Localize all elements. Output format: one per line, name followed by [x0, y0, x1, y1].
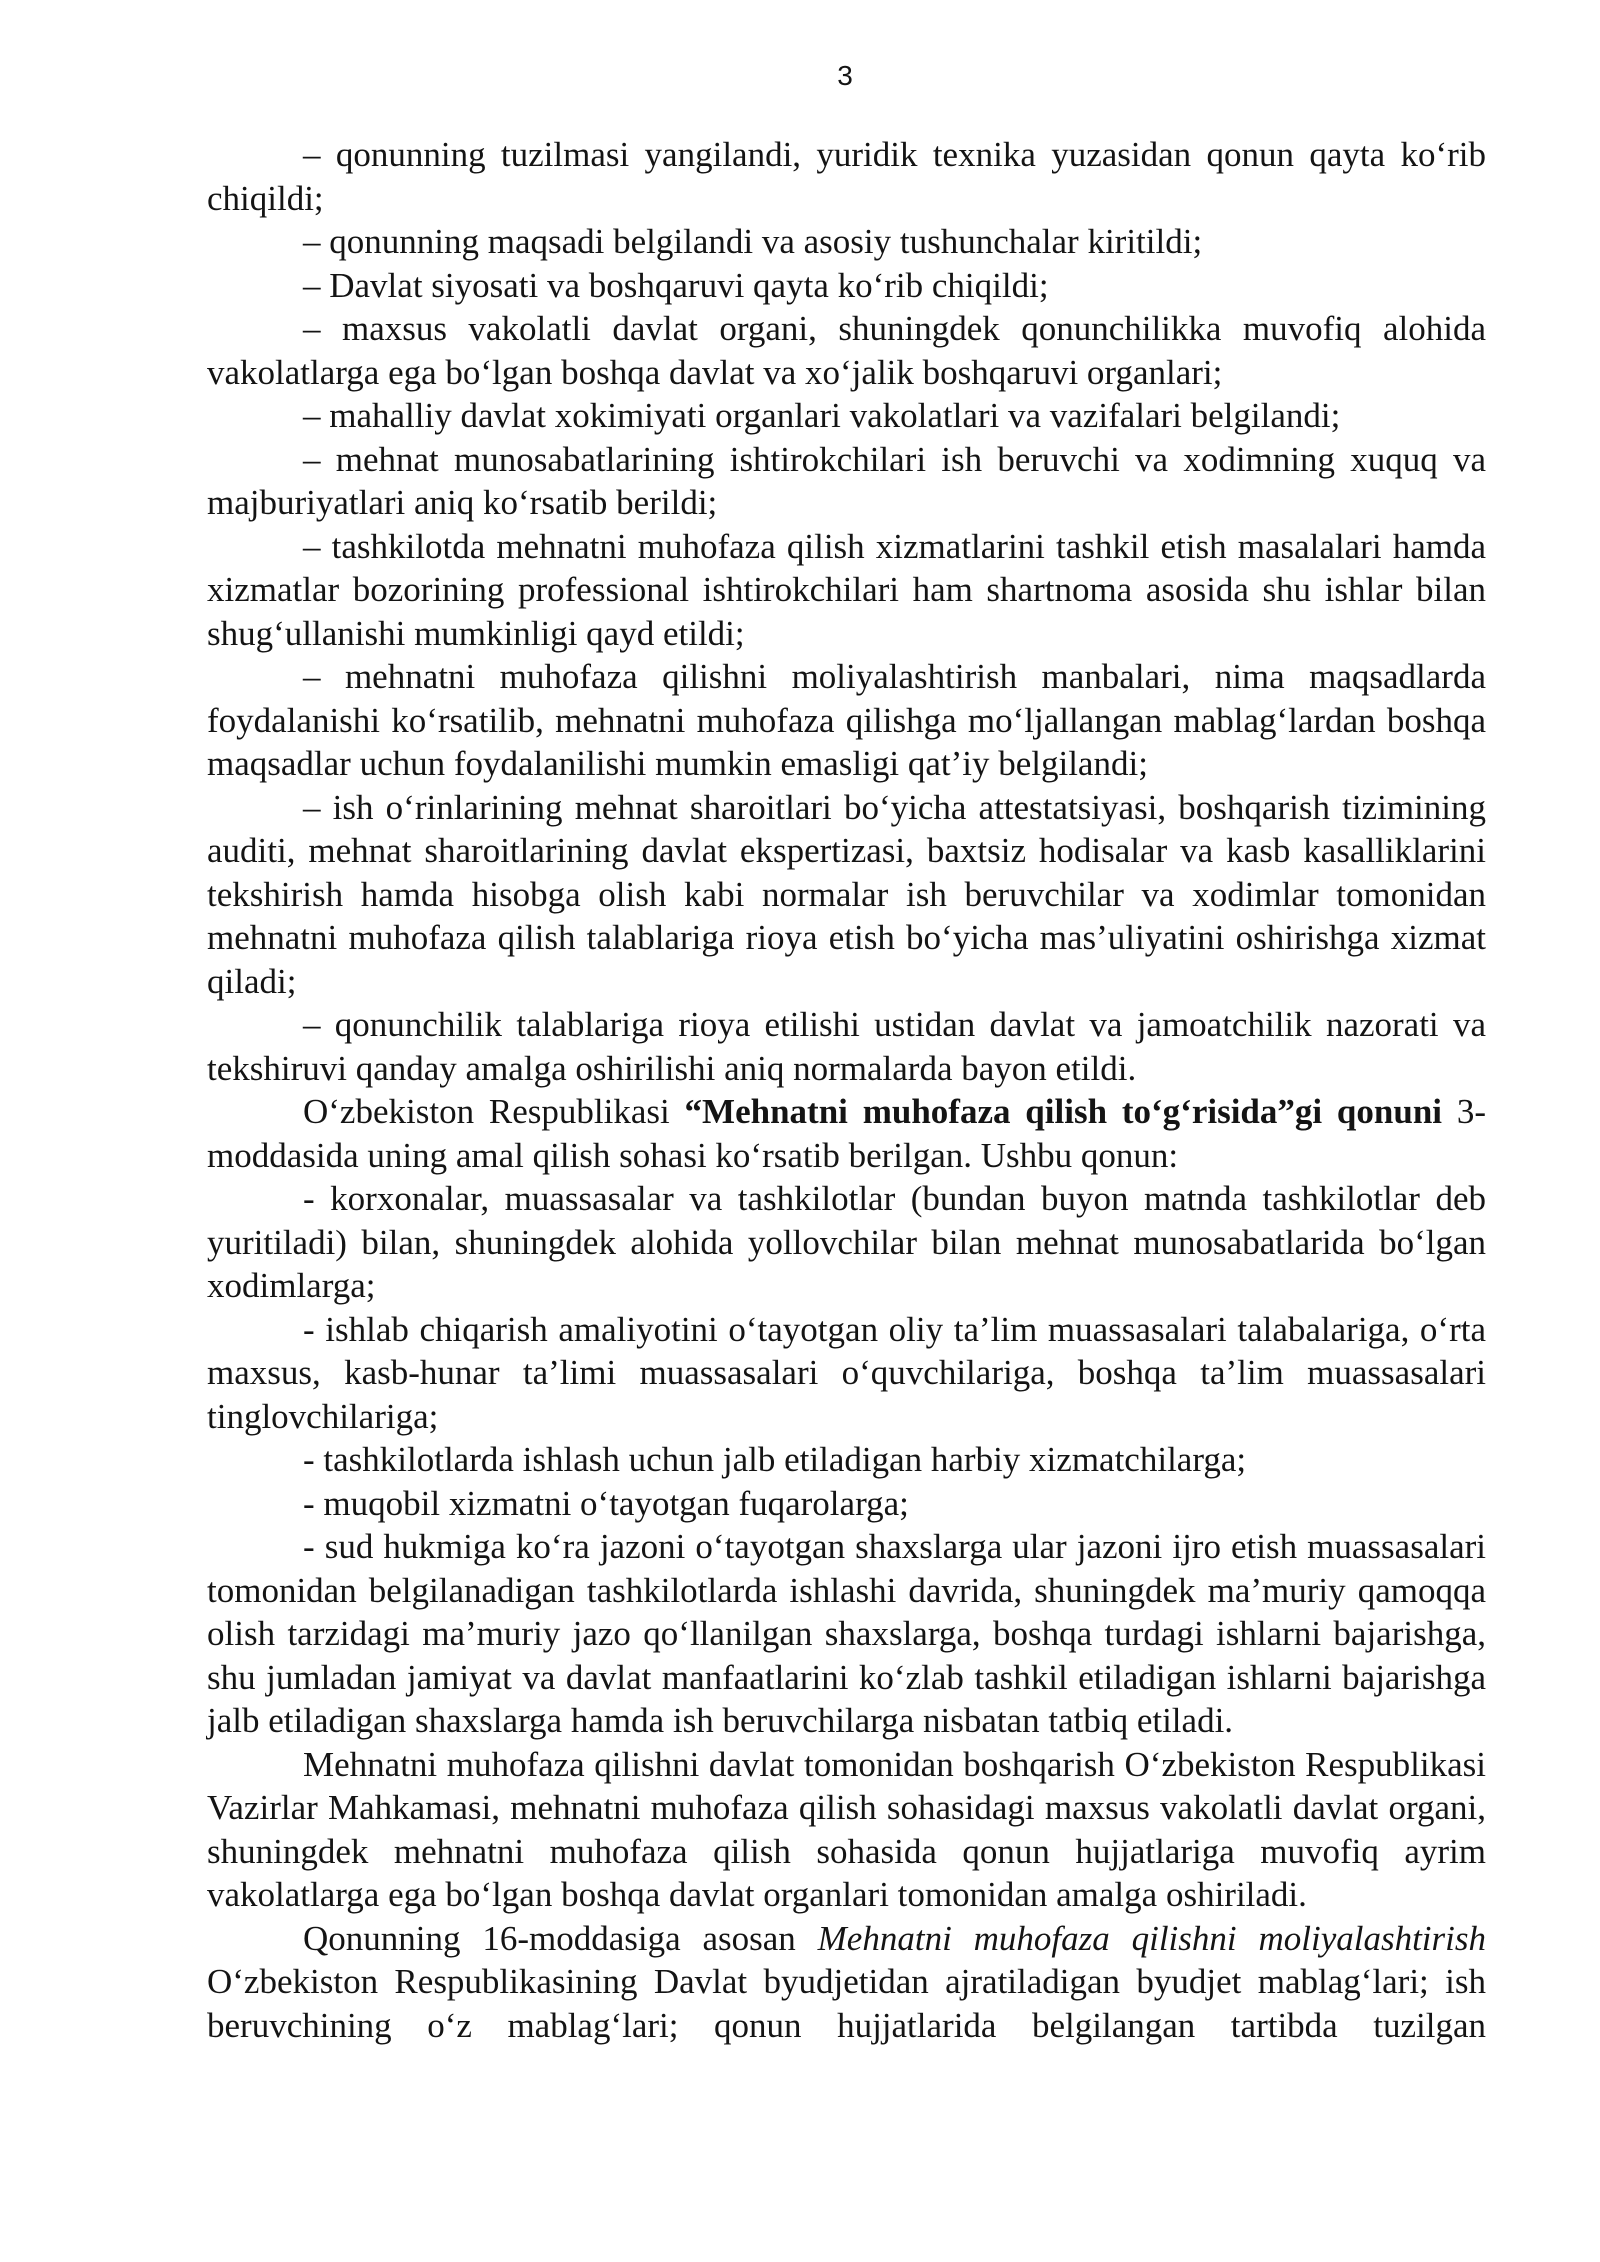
amendment-item: – qonunning tuzilmasi yangilandi, yuridik texnika yuzasidan qonun qayta ko‘rib chiqildi;: [207, 135, 1486, 218]
page-number: 3: [837, 60, 853, 91]
document-body: [207, 133, 1486, 2047]
amendment-item: – qonunchilik talablariga rioya etilishi ustidan davlat va jamoatchilik nazorati va tekshiruvi qanday amalga oshirilishi aniq normalarda bayon etildi.: [207, 1005, 1486, 1088]
scope-item: - tashkilotlarda ishlash uchun jalb etiladigan harbiy xizmatchilarga;: [303, 1440, 1247, 1479]
law-intro-text: O‘zbekiston Respublikasi: [303, 1092, 685, 1131]
amendment-item: – qonunning maqsadi belgilandi va asosiy tushunchalar kiritildi;: [303, 222, 1203, 261]
funding-term: Mehnatni muhofaza qilishni moliyalashtirish: [817, 1918, 1486, 1958]
amendment-item: – mehnat munosabatlarining ishtirokchilari ish beruvchi va xodimning xuquq va majburiyatlari aniq ko‘rsatib berildi;: [207, 439, 1486, 522]
amendment-item: – Davlat siyosati va boshqaruvi qayta ko‘rib chiqildi;: [303, 265, 1049, 305]
law-title: “Mehnatni muhofaza qilish to‘g‘risida”gi qonuni: [684, 1092, 1443, 1131]
funding-sources-text: O‘zbekiston Respublikasining Davlat byudjetidan ajratiladigan byudjet mablag‘lari; ish beruvchining o‘z mablag‘lari; qonun hujjatlarida belgilangan tartibda tuzilgan: [207, 1962, 1486, 2045]
amendment-item: – maxsus vakolatli davlat organi, shuningdek qonunchilikka muvofiq alohida vakolatlarga ega bo‘lgan boshqa davlat va xo‘jalik boshqaruvi organlari;: [207, 309, 1486, 392]
scope-item: - sud hukmiga ko‘ra jazoni o‘tayotgan shaxslarga ular jazoni ijro etish muassasalari tomonidan belgilanadigan tashkilotlarda ishlashi davrida, shuningdek ma’muriy qamoqqa olish tarzidagi ma’muriy jazo qo‘llanilgan shaxslarga, boshqa turdagi ishlarni bajarishga, shu jumladan jamiyat va davlat manfaatlarini ko‘zlab tashkil etiladigan ishlarni bajarishga jalb etiladigan shaxslarga hamda ish beruvchilarga nisbatan tatbiq etiladi.: [207, 1527, 1486, 1740]
funding-paragraph: [207, 1917, 1486, 2048]
amendment-item: – mahalliy davlat xokimiyati organlari vakolatlari va vazifalari belgilandi;: [303, 396, 1341, 435]
scope-item: - ishlab chiqarish amaliyotini o‘tayotgan oliy ta’lim muassasalari talabalariga, o‘rta maxsus, kasb-hunar ta’limi muassasalari o‘quvchilariga, boshqa ta’lim muassasalari tinglovchilariga;: [207, 1309, 1486, 1436]
management-paragraph: Mehnatni muhofaza qilishni davlat tomonidan boshqarish O‘zbekiston Respublikasi Vazirlar Mahkamasi, mehnatni muhofaza qilish sohasidagi maxsus vakolatli davlat organi, shuningdek mehnatni muhofaza qilish sohasida qonun hujjatlariga muvofiq ayrim vakolatlarga ega bo‘lgan boshqa davlat organlari tomonidan amalga oshiriladi.: [207, 1744, 1486, 1914]
amendment-item: – ish o‘rinlarining mehnat sharoitlari bo‘yicha attestatsiyasi, boshqarish tizimining auditi, mehnat sharoitlarining davlat ekspertizasi, baxtsiz hodisalar va kasb kasalliklarini tekshirish hamda hisobga olish kabi normalar ish beruvchilar va xodimlar tomonidan mehnatni muhofaza qilish talablariga rioya etish bo‘yicha mas’uliyatini oshirishga xizmat qiladi;: [207, 787, 1486, 1001]
law-scope-text: 3-moddasida uning amal qilish sohasi ko‘rsatib berilgan. Ushbu qonun:: [207, 1092, 1486, 1175]
amendment-item: – tashkilotda mehnatni muhofaza qilish xizmatlarini tashkil etish masalalari hamda xizmatlar bozorining professional ishtirokchilari ham shartnoma asosida shu ishlar bilan shug‘ullanishi mumkinligi qayd etildi;: [207, 526, 1486, 653]
funding-intro-text: Qonunning 16-moddasiga asosan: [303, 1918, 818, 1958]
scope-item: - korxonalar, muassasalar va tashkilotlar (bundan buyon matnda tashkilotlar deb yuritiladi) bilan, shuningdek alohida yollovchilar bilan mehnat munosabatlarida bo‘lgan xodimlarga;: [207, 1179, 1486, 1305]
amendment-item: – mehnatni muhofaza qilishni moliyalashtirish manbalari, nima maqsadlarda foydalanishi ko‘rsatilib, mehnatni muhofaza qilishga mo‘ljallangan mablag‘lardan boshqa maqsadlar uchun foydalanilishi mumkin emasligi qat’iy belgilandi;: [207, 657, 1486, 783]
scope-item: - muqobil xizmatni o‘tayotgan fuqarolarga;: [303, 1483, 909, 1523]
law-scope-paragraph: [207, 1090, 1486, 1177]
